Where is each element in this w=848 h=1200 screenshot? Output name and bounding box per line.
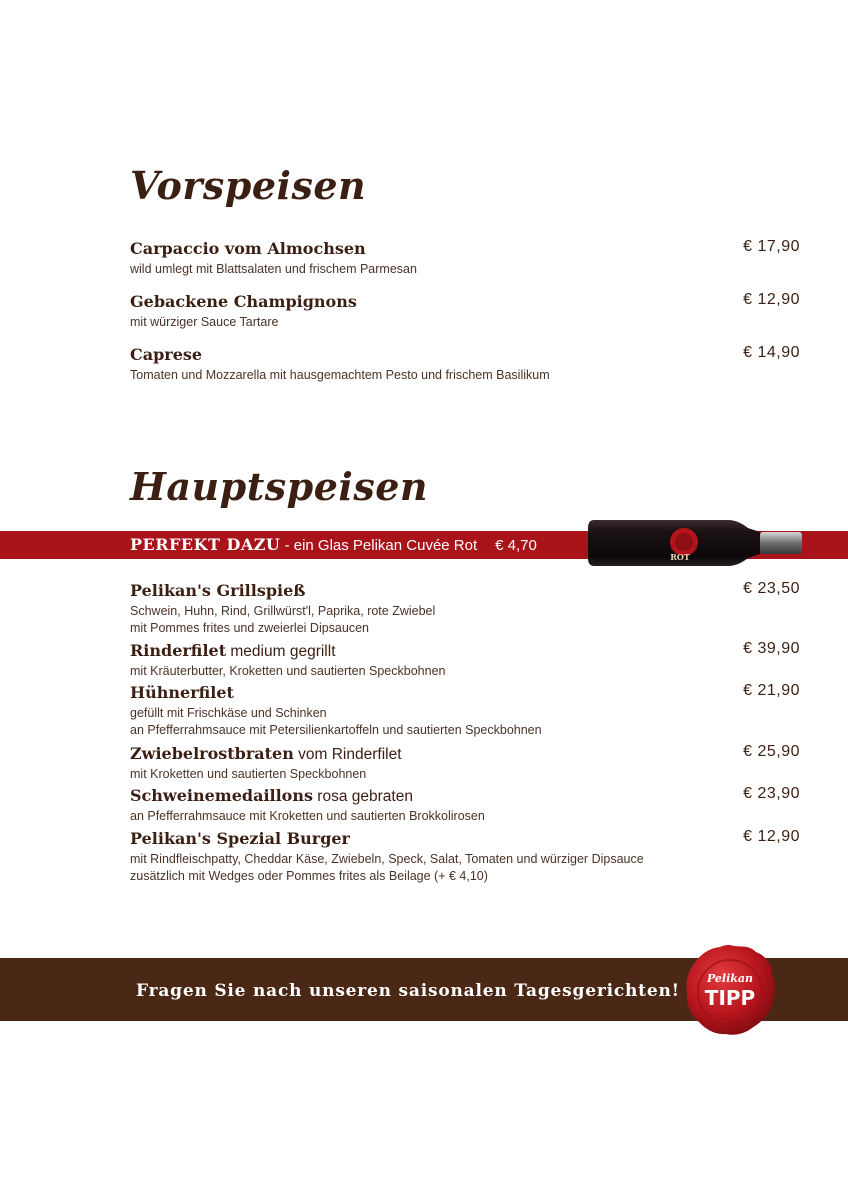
- item-name-suffix: medium gegrillt: [226, 643, 336, 660]
- item-name: Schweinemedaillons: [130, 786, 313, 805]
- seal-top-text: Pelikan: [706, 972, 754, 985]
- perfekt-dazu-price: € 4,70: [495, 537, 537, 554]
- item-desc: Tomaten und Mozzarella mit hausgemachtem Pesto und frischem Basilikum: [130, 368, 550, 382]
- pelikan-tipp-seal-icon: [682, 942, 778, 1038]
- item-name: Zwiebelrostbraten: [130, 744, 294, 763]
- item-price: € 39,90: [743, 640, 800, 657]
- item-price: € 17,90: [743, 238, 800, 255]
- item-desc: mit Kräuterbutter, Kroketten und sautierten Speckbohnen: [130, 664, 446, 678]
- item-desc: Schwein, Huhn, Rind, Grillwürst'l, Paprika, rote Zwiebel: [130, 604, 436, 618]
- item-name-suffix: rosa gebraten: [312, 788, 413, 805]
- wine-bottle-icon: [588, 516, 804, 570]
- item-desc: mit Rindfleischpatty, Cheddar Käse, Zwiebeln, Speck, Salat, Tomaten und würziger Dipsauce: [130, 852, 644, 866]
- section-title-hauptspeisen: Hauptspeisen: [130, 464, 429, 509]
- menu-item: [130, 743, 800, 783]
- bottle-label: ROT: [670, 552, 690, 562]
- item-desc: wild umlegt mit Blattsalaten und frischem Parmesan: [130, 262, 417, 276]
- item-name: Hühnerfilet: [130, 683, 234, 702]
- seal-bottom-text: TIPP: [704, 986, 756, 1010]
- item-price: € 12,90: [743, 828, 800, 845]
- item-price: € 23,90: [743, 785, 800, 802]
- section-title-vorspeisen: Vorspeisen: [130, 163, 367, 208]
- item-desc: zusätzlich mit Wedges oder Pommes frites als Beilage (+ € 4,10): [130, 869, 488, 883]
- item-desc: mit Kroketten und sautierten Speckbohnen: [130, 767, 367, 781]
- item-price: € 25,90: [743, 743, 800, 760]
- menu-item: [130, 828, 800, 885]
- item-name: Rinderfilet: [130, 641, 227, 660]
- menu-item: [130, 291, 800, 331]
- item-desc: mit würziger Sauce Tartare: [130, 315, 279, 329]
- item-desc: an Pfefferrahmsauce mit Kroketten und sautierten Brokkolirosen: [130, 809, 485, 823]
- item-name: Gebackene Champignons: [130, 292, 357, 311]
- menu-item: [130, 580, 800, 637]
- item-price: € 12,90: [743, 291, 800, 308]
- item-desc: mit Pommes frites und zweierlei Dipsaucen: [130, 621, 369, 635]
- item-name: Pelikan's Spezial Burger: [130, 829, 350, 848]
- perfekt-dazu-label: PERFEKT DAZU: [130, 535, 281, 554]
- perfekt-dazu-description: - ein Glas Pelikan Cuvée Rot: [280, 537, 478, 554]
- item-name: Pelikan's Grillspieß: [130, 581, 306, 600]
- item-price: € 14,90: [743, 344, 800, 361]
- item-price: € 21,90: [743, 682, 800, 699]
- perfekt-dazu-text: [130, 531, 537, 560]
- item-desc: gefüllt mit Frischkäse und Schinken: [130, 706, 327, 720]
- item-name: Carpaccio vom Almochsen: [130, 239, 366, 258]
- menu-item: [130, 682, 800, 739]
- item-name: Caprese: [130, 345, 203, 364]
- item-name-suffix: vom Rinderfilet: [293, 746, 402, 763]
- menu-item: [130, 238, 800, 278]
- footer-text: Fragen Sie nach unseren saisonalen Tagesgerichten!: [136, 981, 680, 1001]
- item-desc: an Pfefferrahmsauce mit Petersilienkartoffeln und sautierten Speckbohnen: [130, 723, 542, 737]
- menu-item: [130, 785, 800, 825]
- item-price: € 23,50: [743, 580, 800, 597]
- menu-item: [130, 640, 800, 680]
- menu-item: [130, 344, 800, 384]
